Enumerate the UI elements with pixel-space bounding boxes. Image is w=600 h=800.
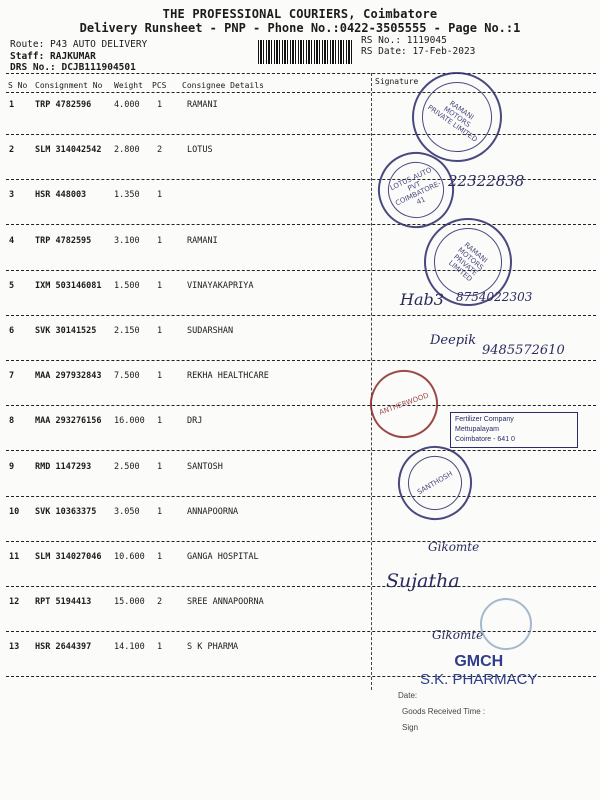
- cell-consignee: VINAYAKAPRIYA: [187, 281, 254, 291]
- cell-consignment: SVK 10363375: [35, 507, 97, 517]
- cell-consignment: TRP 4782595: [35, 236, 92, 246]
- cell-consignment: HSR 448003: [35, 190, 87, 200]
- header-bottom-rule: [6, 92, 596, 93]
- cell-consignee: GANGA HOSPITAL: [187, 552, 259, 562]
- date-label: Date:: [398, 691, 418, 700]
- cell-consignee: RAMANI: [187, 100, 218, 110]
- cell-sno: 10: [9, 507, 20, 517]
- cell-consignment: TRP 4782596: [35, 100, 92, 110]
- row-separator: [6, 450, 596, 451]
- col-weight: Weight: [114, 81, 143, 90]
- cell-consignment: SLM 314027046: [35, 552, 102, 562]
- fertilizer-line-1: Fertilizer Company: [455, 416, 514, 423]
- handwritten-sign-row11: Sujatha: [386, 570, 460, 592]
- cell-consignment: SLM 314042542: [35, 145, 102, 155]
- row-separator: [6, 405, 596, 406]
- gmch-seal: [480, 598, 532, 650]
- handwritten-phone-row6: 9485572610: [482, 343, 565, 358]
- staff-label: Staff: RAJKUMAR: [10, 51, 96, 62]
- fertilizer-line-3: Coimbatore - 641 0: [455, 436, 515, 443]
- cell-weight: 2.800: [114, 145, 140, 155]
- signature-column-divider: [371, 73, 372, 690]
- cell-consignment: HSR 2644397: [35, 642, 92, 652]
- cell-pcs: 1: [157, 552, 163, 562]
- cell-consignee: ANNAPOORNA: [187, 507, 239, 517]
- cell-consignee: REKHA HEALTHCARE: [187, 371, 269, 381]
- cell-weight: 2.150: [114, 326, 140, 336]
- row-separator: [6, 224, 596, 225]
- cell-pcs: 1: [157, 236, 163, 246]
- cell-consignee: SANTOSH: [187, 462, 223, 472]
- cell-consignment: RMD 1147293: [35, 462, 92, 472]
- cell-consignment: MAA 297932843: [35, 371, 102, 381]
- cell-pcs: 2: [157, 145, 163, 155]
- col-consignment: Consignment No: [35, 81, 103, 90]
- cell-consignee: LOTUS: [187, 145, 213, 155]
- row-separator: [6, 134, 596, 135]
- handwritten-phone-row5: 8754022303: [456, 290, 533, 304]
- cell-consignment: SVK 30141525: [35, 326, 97, 336]
- ramani-stamp: RAMANI MOTORS PRIVATE LIMITED: [394, 54, 519, 179]
- rekha-stamp: ANTHERWOOD: [360, 360, 447, 447]
- sk-pharmacy-stamp: [420, 653, 538, 688]
- cell-pcs: 2: [157, 597, 163, 607]
- col-signature: Signature: [375, 77, 419, 86]
- header-top-rule: [6, 73, 596, 74]
- cell-sno: 6: [9, 326, 15, 336]
- handwritten-sign-row10: Gikomte: [428, 540, 480, 554]
- cell-consignee: SUDARSHAN: [187, 326, 234, 336]
- handwritten-number-row2: 22322838: [448, 172, 525, 190]
- gmch-label: GMCH: [454, 653, 504, 670]
- row-separator: [6, 541, 596, 542]
- cell-pcs: 1: [157, 642, 163, 652]
- row-separator: [6, 496, 596, 497]
- cell-pcs: 1: [157, 416, 163, 426]
- row-separator: [6, 586, 596, 587]
- santhosh-stamp: SANTHOSH: [384, 432, 485, 533]
- handwritten-sign-row6: Deepik: [430, 333, 477, 348]
- cell-weight: 2.500: [114, 462, 140, 472]
- cell-sno: 12: [9, 597, 20, 607]
- lotus-stamp: LOTUS AUTO PVT COIMBATORE-41: [366, 140, 467, 241]
- cell-weight: 3.050: [114, 507, 140, 517]
- cell-pcs: 1: [157, 462, 163, 472]
- cell-sno: 5: [9, 281, 15, 291]
- drs-number: DRS No.: DCJB111904501: [10, 62, 136, 73]
- cell-pcs: 1: [157, 100, 163, 110]
- cell-weight: 14.100: [114, 642, 145, 652]
- cell-sno: 13: [9, 642, 20, 652]
- goods-received-time-label: Goods Received Time :: [402, 707, 486, 716]
- cell-pcs: 1: [157, 371, 163, 381]
- cell-consignment: MAA 293276156: [35, 416, 102, 426]
- cell-weight: 3.100: [114, 236, 140, 246]
- cell-weight: 1.350: [114, 190, 140, 200]
- cell-pcs: 1: [157, 326, 163, 336]
- row-separator: [6, 360, 596, 361]
- col-pcs: PCS: [152, 81, 167, 90]
- cell-sno: 4: [9, 236, 15, 246]
- document-subtitle: Delivery Runsheet - PNP - Phone No.:0422-3505555 - Page No.:1: [79, 21, 521, 35]
- cell-weight: 1.500: [114, 281, 140, 291]
- cell-sno: 1: [9, 100, 15, 110]
- document-title: THE PROFESSIONAL COURIERS, Coimbatore: [162, 7, 438, 21]
- cell-weight: 16.000: [114, 416, 145, 426]
- cell-sno: 3: [9, 190, 15, 200]
- cell-sno: 2: [9, 145, 15, 155]
- cell-weight: 10.600: [114, 552, 145, 562]
- cell-sno: 8: [9, 416, 15, 426]
- cell-sno: 9: [9, 462, 15, 472]
- cell-consignee: DRJ: [187, 416, 203, 426]
- ramani-stamp-2: RAMANI MOTORS PRIVATE LIMITED: [406, 200, 530, 324]
- handwritten-sign-row5: Hab3: [400, 290, 444, 309]
- cell-sno: 7: [9, 371, 15, 381]
- cell-weight: 7.500: [114, 371, 140, 381]
- row-separator: [6, 315, 596, 316]
- cell-pcs: 1: [157, 507, 163, 517]
- rs-date: RS Date: 17-Feb-2023: [361, 46, 476, 57]
- sk-pharmacy-label: S.K. PHARMACY: [420, 671, 538, 688]
- cell-pcs: 1: [157, 190, 163, 200]
- cell-consignment: IXM 503146081: [35, 281, 102, 291]
- cell-consignee: RAMANI: [187, 236, 218, 246]
- fertilizer-line-2: Mettupalayam: [455, 426, 499, 433]
- fertilizer-stamp: [450, 412, 578, 448]
- col-consignee: Consignee Details: [182, 81, 264, 90]
- cell-consignee: S K PHARMA: [187, 642, 239, 652]
- cell-weight: 15.000: [114, 597, 145, 607]
- col-sno: S No: [8, 81, 28, 90]
- cell-weight: 4.000: [114, 100, 140, 110]
- rs-number: RS No.: 1119045: [361, 35, 447, 46]
- cell-sno: 11: [9, 552, 20, 562]
- cell-pcs: 1: [157, 281, 163, 291]
- route-label: Route: P43 AUTO DELIVERY: [10, 39, 148, 50]
- cell-consignment: RPT 5194413: [35, 597, 92, 607]
- sign-label: Sign: [402, 723, 419, 732]
- barcode: [258, 40, 354, 64]
- handwritten-sign-row12: Gikomte: [432, 628, 484, 642]
- cell-consignee: SREE ANNAPOORNA: [187, 597, 264, 607]
